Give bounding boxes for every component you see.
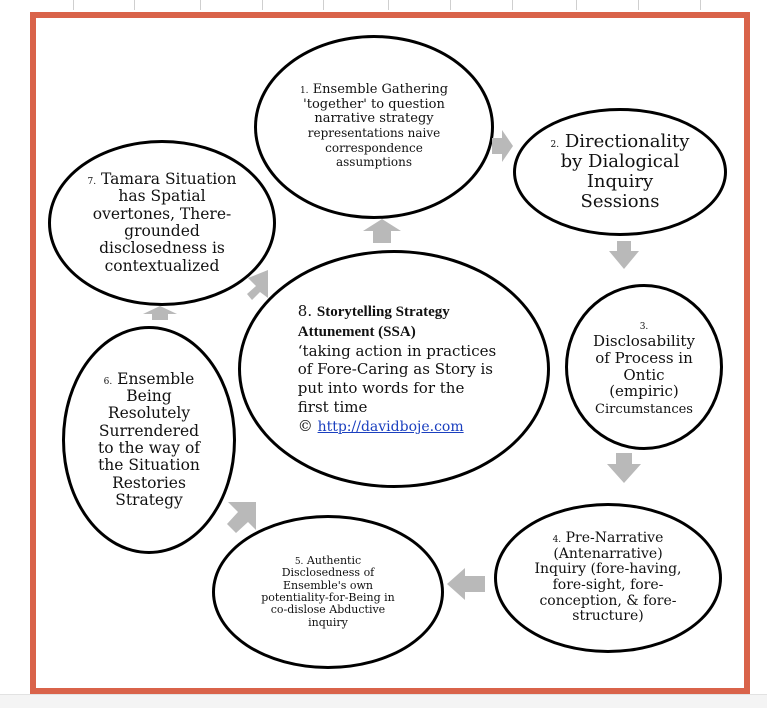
center-body-line: first time — [297, 397, 368, 416]
node-5-authentic-disclosedness — [212, 515, 444, 669]
arrow-7-to-center — [246, 268, 270, 302]
node-7-tamara-situation — [48, 140, 276, 306]
top-ruler-tick — [512, 0, 513, 10]
top-ruler-tick — [323, 0, 324, 10]
node-line: (Antenarrative) — [553, 545, 663, 562]
center-body-line: put into words for the — [297, 379, 465, 397]
bottom-strip — [0, 694, 767, 708]
center-body-line: ‘taking action in practices — [297, 341, 497, 360]
node-number: 5. — [294, 557, 304, 568]
node-line: has Spatial — [118, 187, 206, 206]
copyright-symbol: © — [297, 416, 313, 435]
node-line: by Dialogical — [560, 150, 680, 172]
arrow-3-to-4 — [606, 452, 642, 484]
node-line: Tamara Situation — [101, 169, 237, 188]
node-line: Sessions — [580, 191, 660, 213]
node-line: Ensemble's own — [282, 578, 374, 592]
node-number: 3. — [639, 322, 649, 333]
node-line: contextualized — [104, 256, 220, 275]
node-line: Disclosedness of — [281, 566, 375, 580]
node-1-ensemble-gathering — [254, 35, 494, 219]
node-line: conception, & fore- — [539, 592, 677, 609]
node-line: Restories — [112, 473, 186, 492]
arrow-7-to-1 — [362, 218, 402, 244]
top-ruler-tick — [700, 0, 701, 10]
node-line: Inquiry — [586, 171, 654, 192]
center-number: 8. — [297, 302, 313, 320]
node-line: Authentic — [306, 554, 362, 568]
top-ruler-tick — [450, 0, 451, 10]
node-line: to the way of — [97, 439, 201, 457]
arrow-4-to-5 — [446, 567, 486, 601]
node-line: co-dislose Abductive — [270, 603, 386, 617]
node-line: of Process in — [595, 348, 693, 367]
top-ruler-tick — [262, 0, 263, 10]
arrow-1-to-2 — [490, 128, 514, 164]
center-title-line1: Storytelling Strategy — [316, 304, 450, 320]
node-line: overtones, There- — [92, 204, 232, 223]
node-line: assumptions — [335, 155, 413, 170]
node-line: fore-sight, fore- — [552, 577, 664, 593]
node-line: Ensemble — [117, 369, 195, 388]
top-ruler-tick — [576, 0, 577, 10]
node-line: Ensemble Gathering — [312, 82, 449, 98]
arrow-2-to-3 — [608, 240, 640, 270]
node-line: (empiric) — [609, 382, 679, 401]
node-number: 1. — [299, 86, 309, 97]
node-line: correspondence — [325, 140, 423, 155]
davidboje-link[interactable]: http://davidboje.com — [317, 418, 464, 435]
node-line: grounded — [124, 222, 200, 240]
top-ruler-tick — [134, 0, 135, 10]
node-line: potentiality-for-Being in — [261, 591, 395, 604]
node-line: 'together' to question — [303, 96, 445, 112]
node-line: the Situation — [98, 456, 200, 475]
node-line: representations naive — [307, 126, 441, 140]
node-number: 6. — [103, 376, 113, 387]
node-number: 7. — [87, 176, 97, 187]
top-ruler-tick — [388, 0, 389, 10]
arrow-5-to-6 — [226, 500, 260, 534]
top-ruler-tick — [73, 0, 74, 10]
node-number: 2. — [550, 139, 560, 150]
node-line: Directionality — [564, 130, 690, 152]
node-line: Strategy — [115, 491, 183, 510]
node-line: Being — [126, 386, 172, 405]
center-body-line: of Fore-Caring as Story is — [297, 360, 493, 379]
node-line: Pre-Narrative — [565, 529, 664, 546]
node-line: disclosedness is — [99, 239, 225, 258]
node-line: Ontic — [623, 365, 665, 384]
node-line: Resolutely — [107, 404, 191, 423]
top-ruler-tick — [200, 0, 201, 10]
node-line: Inquiry (fore-having, — [534, 561, 682, 578]
node-2-directionality — [513, 108, 727, 236]
node-6-ensemble-being — [62, 326, 236, 554]
arrow-6-to-7 — [142, 305, 178, 321]
node-line: structure) — [572, 608, 644, 625]
node-line: Disclosability — [593, 332, 695, 351]
node-line: Circumstances — [595, 402, 693, 418]
node-line: inquiry — [308, 615, 348, 629]
node-number: 4. — [552, 534, 562, 545]
node-4-pre-narrative — [494, 503, 722, 653]
node-8-storytelling-strategy-attunement — [238, 250, 550, 488]
node-line: Surrendered — [98, 421, 200, 440]
node-line: narrative strategy — [314, 111, 434, 127]
top-ruler-tick — [638, 0, 639, 10]
node-3-disclosability — [565, 284, 723, 450]
center-title-line2: Attunement (SSA) — [297, 323, 416, 340]
